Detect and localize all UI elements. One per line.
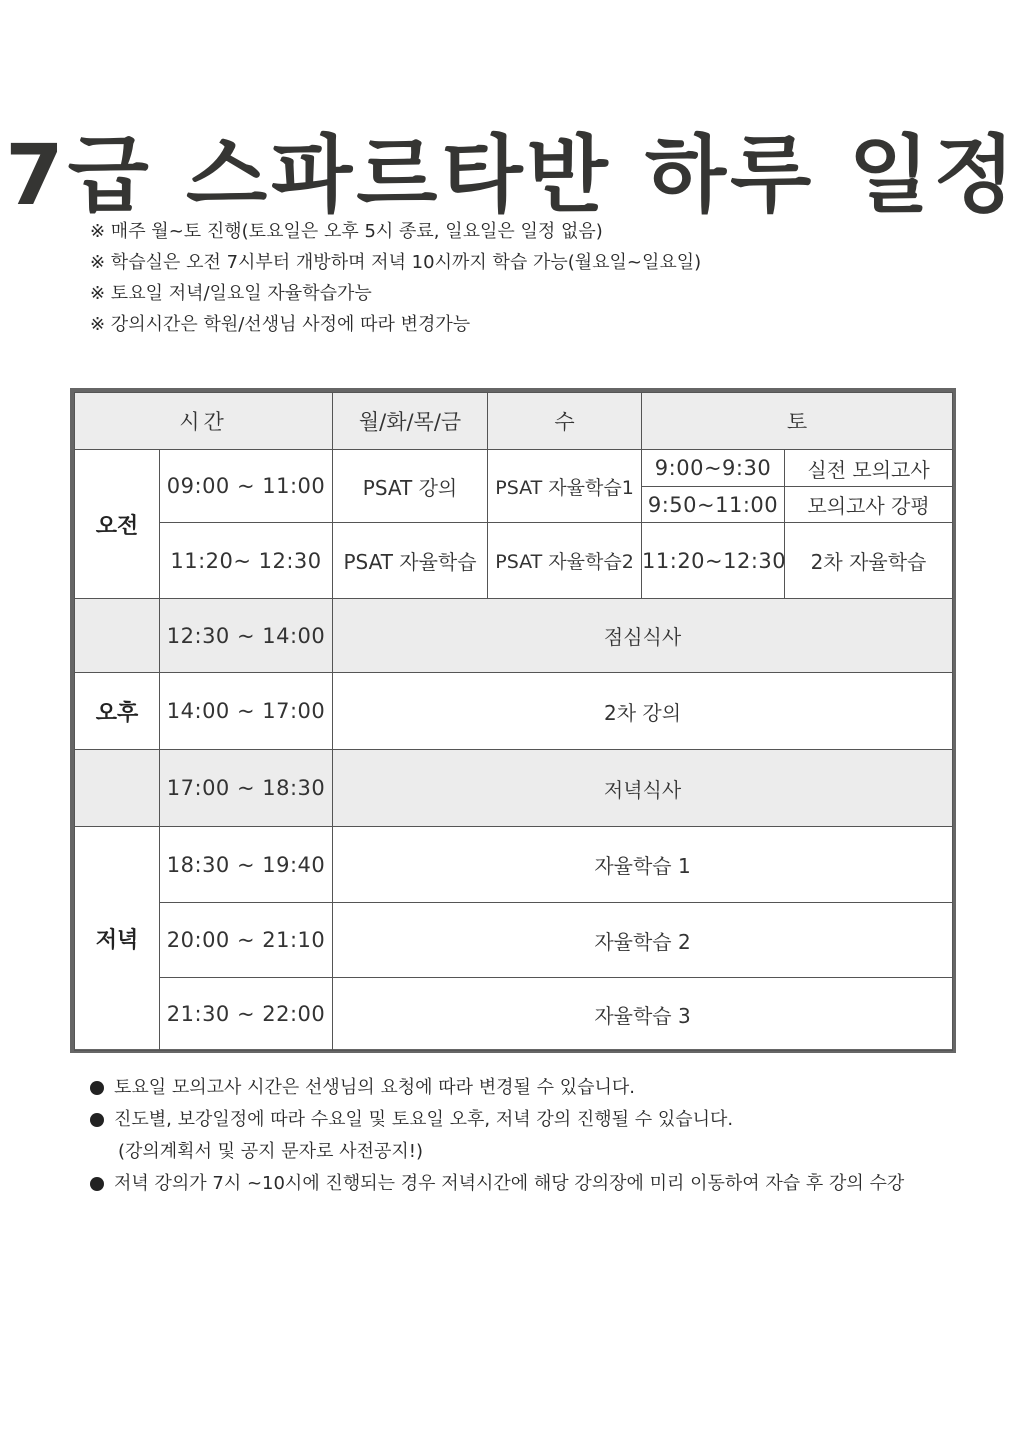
sat-cell: 2차 자율학습 bbox=[785, 523, 953, 599]
bullet-dot-icon bbox=[90, 1081, 104, 1095]
note-item: ※ 강의시간은 학원/선생님 사정에 따라 변경가능 bbox=[90, 314, 471, 335]
table-row bbox=[75, 673, 953, 750]
time-cell: 21:30 ~ 22:00 bbox=[160, 978, 333, 1051]
bullet-item bbox=[90, 1072, 904, 1104]
table-row bbox=[75, 903, 953, 978]
note-item: ※ 학습실은 오전 7시부터 개방하며 저녁 10시까지 학습 가능(월요일~일요일) bbox=[90, 252, 702, 273]
mon-fri-cell: PSAT 강의 bbox=[333, 450, 488, 523]
period-blank-cell bbox=[75, 750, 160, 827]
mon-fri-cell: PSAT 자율학습 bbox=[333, 523, 488, 599]
time-cell: 20:00 ~ 21:10 bbox=[160, 903, 333, 978]
sat-cell: 모의고사 강평 bbox=[785, 487, 953, 523]
activity-cell: 점심식사 bbox=[333, 599, 953, 673]
bullet-item bbox=[90, 1168, 904, 1200]
table-row bbox=[75, 978, 953, 1051]
activity-cell: 저녁식사 bbox=[333, 750, 953, 827]
table-row bbox=[75, 827, 953, 903]
page-title: 7급 스파르타반 하루 일정 bbox=[5, 126, 1019, 224]
bullet-list bbox=[90, 1072, 904, 1200]
activity-cell: 자율학습 1 bbox=[333, 827, 953, 903]
bullet-item bbox=[90, 1104, 904, 1136]
bullet-text: 저녁 강의가 7시 ~10시에 진행되는 경우 저녁시간에 해당 강의장에 미리 이동하여 자습 후 강의 수강 bbox=[114, 1173, 905, 1194]
sat-time-cell: 11:20~12:30 bbox=[642, 523, 785, 599]
bullet-continuation bbox=[90, 1136, 904, 1168]
table-row bbox=[75, 450, 953, 487]
table-row bbox=[75, 750, 953, 827]
sat-time-cell: 9:50~11:00 bbox=[642, 487, 785, 523]
period-afternoon: 오후 bbox=[75, 673, 160, 750]
wed-cell: PSAT 자율학습1 bbox=[488, 450, 642, 523]
time-cell: 12:30 ~ 14:00 bbox=[160, 599, 333, 673]
table-header-row bbox=[75, 393, 953, 450]
note-item: ※ 매주 월~토 진행(토요일은 오후 5시 종료, 일요일은 일정 없음) bbox=[90, 221, 603, 242]
period-morning: 오전 bbox=[75, 450, 160, 599]
period-evening: 저녁 bbox=[75, 827, 160, 1051]
notes-list bbox=[90, 216, 701, 340]
sat-time-cell: 9:00~9:30 bbox=[642, 450, 785, 487]
activity-cell: 자율학습 3 bbox=[333, 978, 953, 1051]
period-blank-cell bbox=[75, 599, 160, 673]
bullet-text: 토요일 모의고사 시간은 선생님의 요청에 따라 변경될 수 있습니다. bbox=[114, 1077, 635, 1098]
note-item: ※ 토요일 저녁/일요일 자율학습가능 bbox=[90, 283, 372, 304]
header-sat: 토 bbox=[642, 393, 953, 450]
time-cell: 14:00 ~ 17:00 bbox=[160, 673, 333, 750]
time-cell: 18:30 ~ 19:40 bbox=[160, 827, 333, 903]
header-mon-fri: 월/화/목/금 bbox=[333, 393, 488, 450]
time-cell: 17:00 ~ 18:30 bbox=[160, 750, 333, 827]
wed-cell: PSAT 자율학습2 bbox=[488, 523, 642, 599]
activity-cell: 자율학습 2 bbox=[333, 903, 953, 978]
time-cell: 09:00 ~ 11:00 bbox=[160, 450, 333, 523]
schedule-table bbox=[70, 388, 956, 1053]
bullet-text: (강의계획서 및 공지 문자로 사전공지!) bbox=[118, 1141, 423, 1162]
table-row bbox=[75, 523, 953, 599]
activity-cell: 2차 강의 bbox=[333, 673, 953, 750]
time-cell: 11:20~ 12:30 bbox=[160, 523, 333, 599]
header-wed: 수 bbox=[488, 393, 642, 450]
sat-cell: 실전 모의고사 bbox=[785, 450, 953, 487]
bullet-dot-icon bbox=[90, 1113, 104, 1127]
table-row bbox=[75, 599, 953, 673]
bullet-text: 진도별, 보강일정에 따라 수요일 및 토요일 오후, 저녁 강의 진행될 수 있습니다. bbox=[114, 1109, 734, 1130]
header-time: 시간 bbox=[75, 393, 333, 450]
bullet-dot-icon bbox=[90, 1177, 104, 1191]
